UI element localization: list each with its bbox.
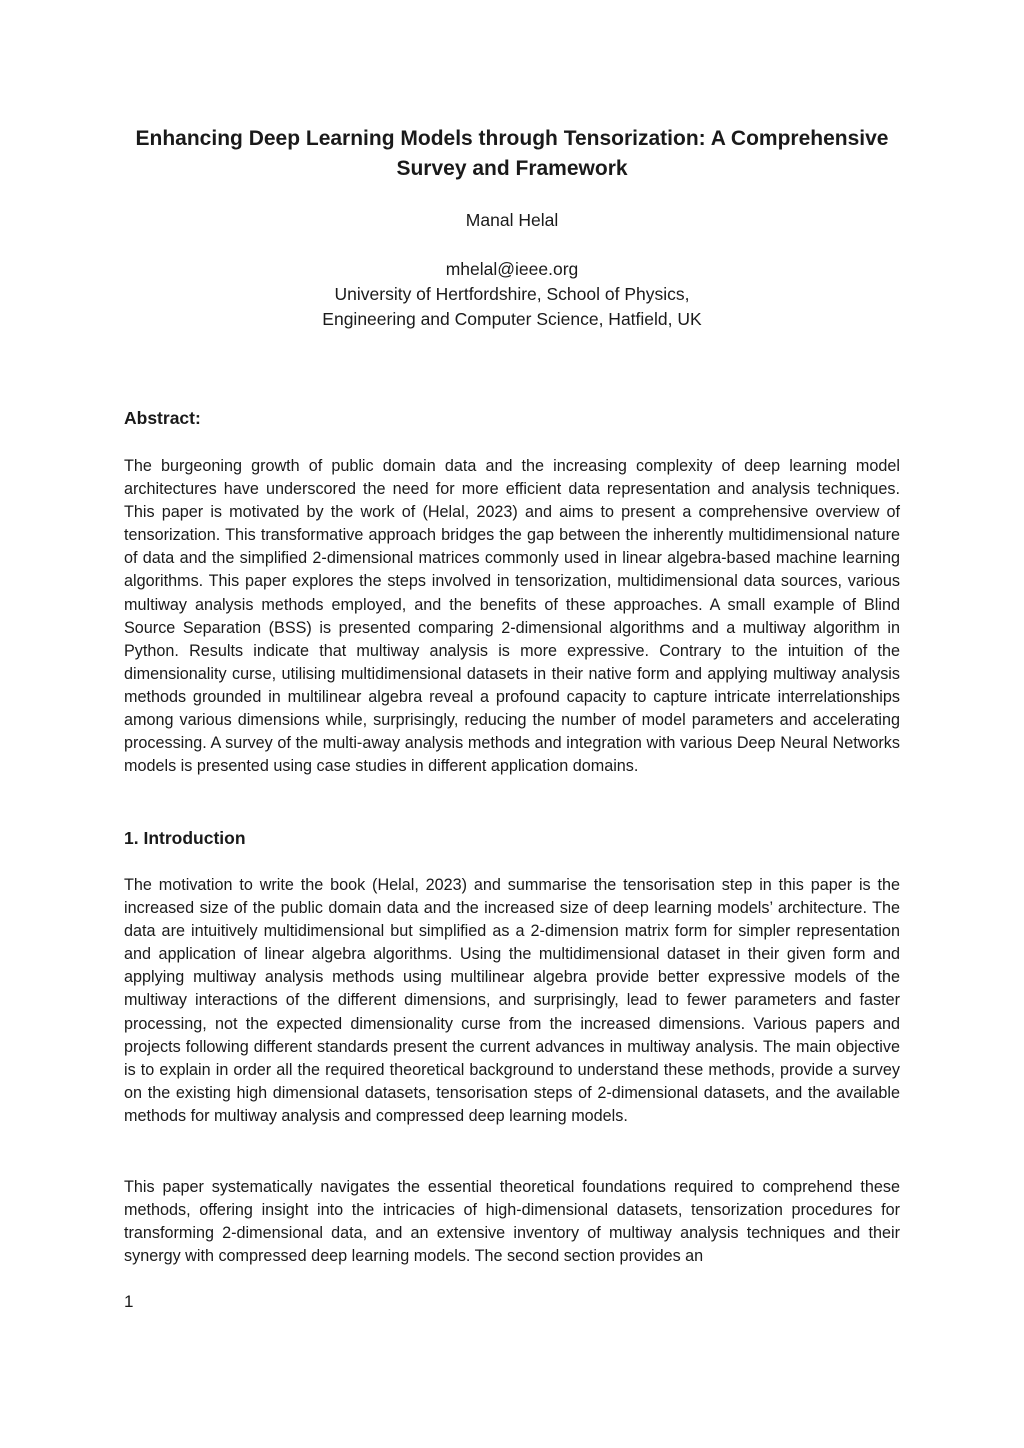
- paper-title-line: Enhancing Deep Learning Models through Tensorization: A Comprehensive: [135, 127, 889, 150]
- abstract-paragraph: The burgeoning growth of public domain data and the increasing complexity of deep learning model architectures have underscored the need for more efficient data representation and analysis techniques. This paper is motivated by the work of (Helal, 2023) and aims to present a comprehensive overview of tensorization. This transformative approach bridges the gap between the inherently multidimensional nature of data and the simplified 2-dimensional matrices commonly used in linear algebra-based machine learning algorithms. This paper explores the steps involved in tensorization, multidimensional data sources, various multiway analysis methods employed, and the benefits of these approaches. A small example of Blind Source Separation (BSS) is presented comparing 2-dimensional algorithms and a multiway algorithm in Python. Results indicate that multiway analysis is more expressive. Contrary to the intuition of the dimensionality curse, utilising multidimensional datasets in their native form and applying multiway analysis methods grounded in multilinear algebra reveal a profound capacity to capture intricate interrelationships among various dimensions while, surprisingly, reducing the number of model parameters and accelerating processing. A survey of the multi-away analysis methods and integration with various Deep Neural Networks models is presented using case studies in different application domains.: [124, 457, 900, 776]
- introduction-paragraph-2: This paper systematically navigates the essential theoretical foundations required to comprehend these methods, offering insight into the intricacies of high-dimensional datasets, tensorization procedures for transforming 2-dimensional data, and an extensive inventory of multiway analysis techniques and their synergy with compressed deep learning models. The second section provides an: [124, 1178, 900, 1266]
- page-number: 1: [124, 1292, 134, 1311]
- affiliation-line: Engineering and Computer Science, Hatfield, UK: [322, 309, 702, 329]
- introduction-paragraph-1: The motivation to write the book (Helal, 2023) and summarise the tensorisation step in this paper is the increased size of the public domain data and the increased size of deep learning models’ architecture. The data are intuitively multidimensional but simplified as a 2-dimension matrix form for simpler representation and application of linear algebra algorithms. Using the multidimensional dataset in their given form and applying multiway analysis methods using multilinear algebra provide better expressive models of the multiway interactions of the different dimensions, and surprisingly, lead to fewer parameters and faster processing, not the expected dimensionality curse from the increased dimensions. Various papers and projects following different standards present the current advances in multiway analysis. The main objective is to explain in order all the required theoretical background to understand these methods, provide a survey on the existing high dimensional datasets, tensorisation steps of 2-dimensional datasets, and the available methods for multiway analysis and compressed deep learning models.: [124, 876, 900, 1125]
- introduction-heading: 1. Introduction: [124, 828, 246, 848]
- author-affiliation-block: [124, 257, 900, 332]
- author-email: mhelal@ieee.org: [445, 259, 579, 279]
- abstract-heading: Abstract:: [124, 408, 201, 428]
- paper-title-line: Survey and Framework: [396, 157, 628, 180]
- affiliation-line: University of Hertfordshire, School of Physics,: [334, 284, 690, 304]
- author-name: Manal Helal: [465, 210, 559, 230]
- paper-title: [104, 124, 920, 184]
